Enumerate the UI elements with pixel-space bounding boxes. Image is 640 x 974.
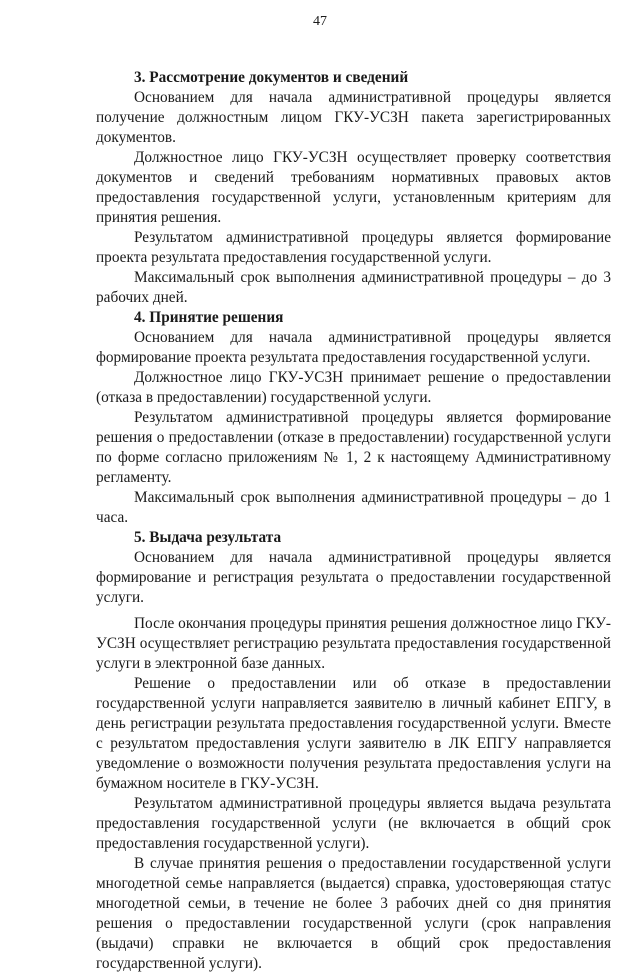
paragraph: Должностное лицо ГКУ-УСЗН осуществляет проверку соответствия документов и сведений требованиям нормативных правовых актов предоставления государственной услуги, установленным критериям для принятия решения. bbox=[96, 149, 611, 226]
paragraph: Результатом административной процедуры является выдача результата предоставления государственной услуги (не включается в общий срок предоставления государственной услуги). bbox=[96, 795, 611, 852]
paragraph: Основанием для начала административной процедуры является формирование проекта результата предоставления государственной услуги. bbox=[96, 329, 611, 366]
paragraph: Основанием для начала административной процедуры является формирование и регистрация результата о предоставлении государственной услуги. bbox=[96, 549, 611, 606]
paragraph: Решение о предоставлении или об отказе в предоставлении государственной услуги направляется заявителю в личный кабинет ЕПГУ, в день регистрации результата предоставления государственной услуги. Вместе с результатом предоставления услуги заявителю в ЛК ЕПГУ направляется уведомление о возможности получения результата предоставления услуги на бумажном носителе в ГКУ-УСЗН. bbox=[96, 675, 611, 792]
document-body bbox=[96, 68, 611, 974]
section-heading-decision: 4. Принятие решения bbox=[134, 309, 284, 326]
section-heading-result-issuance: 5. Выдача результата bbox=[134, 529, 282, 546]
section-heading-documents-review: 3. Рассмотрение документов и сведений bbox=[134, 69, 409, 86]
paragraph: После окончания процедуры принятия решения должностное лицо ГКУ-УСЗН осуществляет регистрацию результата предоставления государственной услуги в электронной базе данных. bbox=[96, 615, 611, 672]
paragraph: В случае принятия решения о предоставлении государственной услуги многодетной семье направляется (выдается) справка, удостоверяющая статус многодетной семьи, в течение не более 3 рабочих дней со дня принятия решения о предоставлении государственной услуги (срок направления (выдачи) справки не включается в общий срок предоставления государственной услуги). bbox=[96, 855, 611, 972]
paragraph: Максимальный срок выполнения административной процедуры – до 3 рабочих дней. bbox=[96, 269, 611, 306]
paragraph: Результатом административной процедуры является формирование проекта результата предоставления государственной услуги. bbox=[96, 229, 611, 266]
paragraph: Должностное лицо ГКУ-УСЗН принимает решение о предоставлении (отказа в предоставлении) государственной услуги. bbox=[96, 369, 611, 406]
paragraph: Максимальный срок выполнения административной процедуры – до 1 часа. bbox=[96, 489, 611, 526]
page-number: 47 bbox=[313, 14, 327, 29]
paragraph: Результатом административной процедуры является формирование решения о предоставлении (отказе в предоставлении) государственной услуги по форме согласно приложениям № 1, 2 к настоящему Административному регламенту. bbox=[96, 409, 611, 486]
paragraph: Основанием для начала административной процедуры является получение должностным лицом ГКУ-УСЗН пакета зарегистрированных документов. bbox=[96, 89, 611, 146]
